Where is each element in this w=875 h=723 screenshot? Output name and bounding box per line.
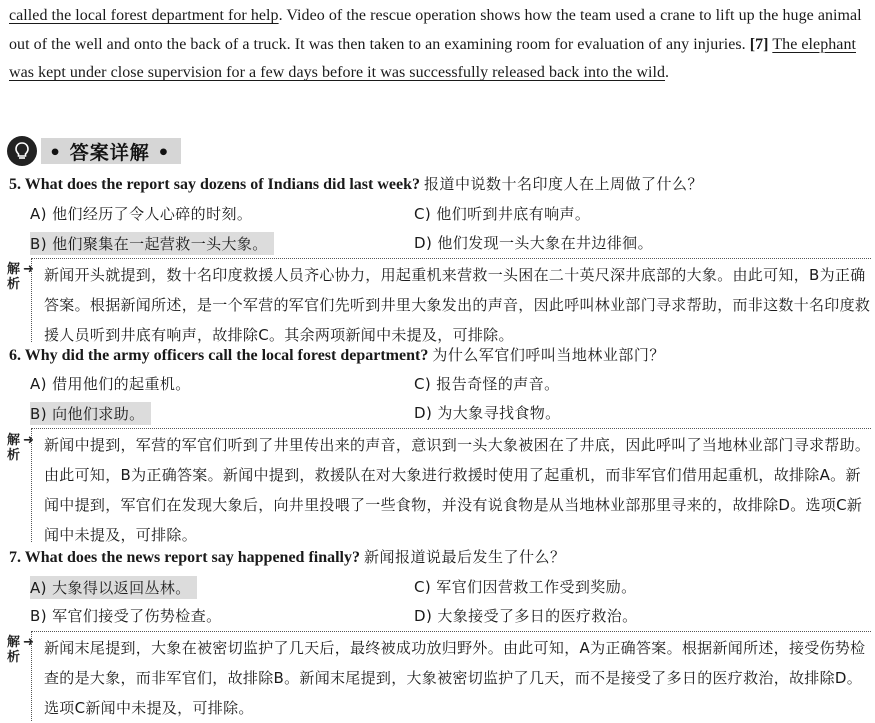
explanation-tag: 解析 ➜ (7, 635, 34, 665)
explanation-tag: 解析 ➜ (7, 433, 34, 463)
explanation-q6: 新闻中提到，军营的军官们听到了井里传出来的声音，意识到一头大象被困在了井底，因此呼叫了当地林业部门寻求帮助。由此可知，B为正确答案。新闻中提到，救援队在对大象进行救援时使用了起重机，而非军官们借用起重机，故排除A。新闻中提到，军官们在发现大象后，向井里投喂了一些食物，并没有说食物是从当地林业部那里寻来的，故排除D。选项C新闻中未提及，可排除。 (31, 428, 871, 542)
option-d: D) 他们发现一头大象在井边徘徊。 (414, 234, 653, 252)
option-a-correct: A) 大象得以返回丛林。 (30, 576, 197, 599)
option-a: A) 借用他们的起重机。 (30, 375, 191, 393)
answer-explanation-header (7, 136, 181, 166)
explanation-q5: 新闻开头就提到，数十名印度救援人员齐心协力，用起重机来营救一头困在二十英尺深井底部的大象。由此可知，B为正确答案。根据新闻所述，是一个军营的军官们先听到井里大象发出的声音，因此呼叫林业部门寻求帮助，而非这数十名印度救援人员听到井底有响声，故排除C。其余两项新闻中未提及，可排除。 (31, 258, 871, 342)
option-a: A) 他们经历了令人心碎的时刻。 (30, 205, 253, 223)
option-c: C) 他们听到井底有响声。 (414, 205, 591, 223)
option-d: D) 为大象寻找食物。 (414, 404, 561, 422)
question-5 (9, 173, 703, 194)
underlined-sentence: called the local forest department for help (9, 7, 279, 24)
question-text-zh: 报道中说数十名印度人在上周做了什么？ (424, 175, 704, 193)
arrow-icon: ➜ (23, 635, 34, 650)
question-marker: [7] (749, 35, 769, 53)
explanation-q7: 新闻末尾提到，大象在被密切监护了几天后，最终被成功放归野外。由此可知，A为正确答案。根据新闻所述，接受伤势检查的是大象，而非军官们，故排除B。新闻末尾提到，大象被密切监护了几天，而不是接受了多日的医疗救治，故排除D。选项C新闻中未提及，可排除。 (31, 631, 871, 721)
lightbulb-icon (7, 136, 37, 166)
question-text-en: 6. Why did the army officers call the local forest department? (9, 347, 429, 364)
explanation-tag: 解析 ➜ (7, 262, 34, 292)
section-title: • 答案详解 • (41, 138, 181, 164)
question-text-zh: 为什么军官们呼叫当地林业部门？ (432, 346, 665, 364)
arrow-icon: ➜ (23, 262, 34, 277)
question-7 (9, 546, 566, 567)
passage-segment: . (665, 64, 670, 81)
underlined-sentence: The elephant was kept under close supervision for a few days before it was successfully released back into the wild (9, 35, 856, 81)
passage-text (9, 2, 871, 88)
question-text-en: 7. What does the news report say happened finally? (9, 549, 360, 566)
option-d: D) 大象接受了多日的医疗救治。 (414, 607, 638, 625)
question-text-en: 5. What does the report say dozens of Indians did last week? (9, 176, 421, 193)
question-6 (9, 344, 665, 365)
arrow-icon: ➜ (23, 433, 34, 448)
option-b-correct: B) 向他们求助。 (30, 402, 151, 425)
option-c: C) 军官们因营救工作受到奖励。 (414, 578, 637, 596)
option-c: C) 报告奇怪的声音。 (414, 375, 560, 393)
question-text-zh: 新闻报道说最后发生了什么？ (364, 548, 566, 566)
option-b: B) 军官们接受了伤势检查。 (30, 607, 222, 625)
option-b-correct: B) 他们聚集在一起营救一头大象。 (30, 232, 274, 255)
passage-segment: . Video of the rescue operation shows how the team used a crane to lift up the huge animal out of the well and onto the back of a truck. It was then taken to an examining room for evaluation of any injuries. (9, 7, 862, 53)
